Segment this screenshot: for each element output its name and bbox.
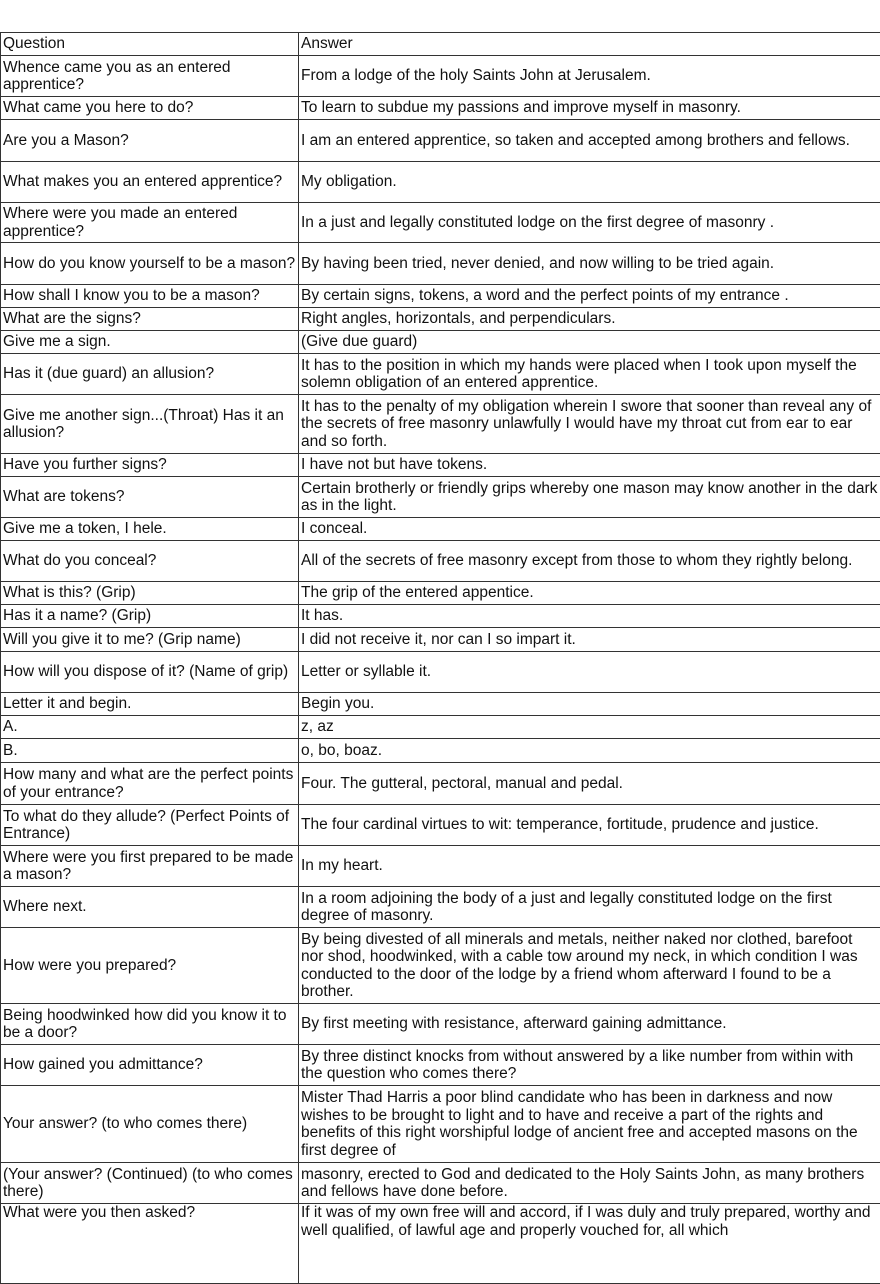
question-cell: What do you conceal? — [1, 541, 299, 582]
answer-cell: Begin you. — [299, 693, 880, 716]
answer-cell: Four. The gutteral, pectoral, manual and pedal. — [299, 763, 880, 805]
answer-cell: In a room adjoining the body of a just and legally constituted lodge on the first degree of masonry. — [299, 887, 880, 928]
question-cell: Where next. — [1, 887, 299, 928]
question-cell: How were you prepared? — [1, 928, 299, 1004]
table-row — [1, 354, 880, 395]
table-row — [1, 518, 880, 541]
table-row — [1, 1045, 880, 1086]
question-cell: How shall I know you to be a mason? — [1, 285, 299, 308]
question-cell: What are tokens? — [1, 477, 299, 518]
table-row — [1, 846, 880, 887]
table-row — [1, 477, 880, 518]
table-row — [1, 805, 880, 846]
question-cell: B. — [1, 739, 299, 763]
question-cell: Give me a sign. — [1, 331, 299, 354]
table-row — [1, 1204, 880, 1284]
answer-cell: It has to the penalty of my obligation wherein I swore that sooner than reveal any of the secrets of free masonry unlawfully I would have my throat cut from ear to ear and so forth. — [299, 395, 880, 454]
answer-cell: By having been tried, never denied, and now willing to be tried again. — [299, 243, 880, 285]
question-cell: How many and what are the perfect points of your entrance? — [1, 763, 299, 805]
question-cell: How will you dispose of it? (Name of grip) — [1, 652, 299, 693]
table-row — [1, 605, 880, 628]
question-cell: Being hoodwinked how did you know it to be a door? — [1, 1004, 299, 1045]
answer-cell: Right angles, horizontals, and perpendiculars. — [299, 308, 880, 331]
answer-cell: It has to the position in which my hands were placed when I took upon myself the solemn obligation of an entered apprentice. — [299, 354, 880, 395]
answer-cell: I am an entered apprentice, so taken and accepted among brothers and fellows. — [299, 120, 880, 162]
column-header-question: Question — [1, 33, 299, 56]
answer-cell: Certain brotherly or friendly grips whereby one mason may know another in the dark as in the light. — [299, 477, 880, 518]
question-cell: Will you give it to me? (Grip name) — [1, 628, 299, 652]
table-header-row — [1, 33, 880, 56]
answer-cell: o, bo, boaz. — [299, 739, 880, 763]
answer-cell: It has. — [299, 605, 880, 628]
answer-cell: My obligation. — [299, 162, 880, 203]
question-cell: Has it (due guard) an allusion? — [1, 354, 299, 395]
table-row — [1, 652, 880, 693]
question-cell: Your answer? (to who comes there) — [1, 1086, 299, 1163]
table-row — [1, 716, 880, 739]
question-cell: Are you a Mason? — [1, 120, 299, 162]
answer-cell: z, az — [299, 716, 880, 739]
answer-cell: masonry, erected to God and dedicated to the Holy Saints John, as many brothers and fellows have done before. — [299, 1163, 880, 1204]
answer-cell: To learn to subdue my passions and improve myself in masonry. — [299, 97, 880, 120]
qa-table — [0, 32, 880, 1284]
table-row — [1, 887, 880, 928]
table-row — [1, 1086, 880, 1163]
answer-cell: From a lodge of the holy Saints John at Jerusalem. — [299, 56, 880, 97]
answer-cell: In my heart. — [299, 846, 880, 887]
table-row — [1, 56, 880, 97]
answer-cell: I have not but have tokens. — [299, 454, 880, 477]
answer-cell: I conceal. — [299, 518, 880, 541]
table-row — [1, 203, 880, 243]
answer-cell: All of the secrets of free masonry except from those to whom they rightly belong. — [299, 541, 880, 582]
question-cell: What are the signs? — [1, 308, 299, 331]
table-row — [1, 628, 880, 652]
table-row — [1, 243, 880, 285]
question-cell: What were you then asked? — [1, 1204, 299, 1284]
question-cell: A. — [1, 716, 299, 739]
table-row — [1, 582, 880, 605]
table-row — [1, 541, 880, 582]
table-row — [1, 763, 880, 805]
question-cell: (Your answer? (Continued) (to who comes there) — [1, 1163, 299, 1204]
question-cell: Where were you first prepared to be made a mason? — [1, 846, 299, 887]
column-header-answer: Answer — [299, 33, 880, 56]
table-row — [1, 693, 880, 716]
table-row — [1, 120, 880, 162]
question-cell: How gained you admittance? — [1, 1045, 299, 1086]
question-cell: Whence came you as an entered apprentice? — [1, 56, 299, 97]
table-row — [1, 331, 880, 354]
table-row — [1, 97, 880, 120]
answer-cell: Mister Thad Harris a poor blind candidate who has been in darkness and now wishes to be brought to light and to have and receive a part of the rights and benefits of this right worshipful lodge of ancient free and accepted masons on the first degree of — [299, 1086, 880, 1163]
answer-cell: Letter or syllable it. — [299, 652, 880, 693]
answer-cell: By certain signs, tokens, a word and the perfect points of my entrance . — [299, 285, 880, 308]
answer-cell: The four cardinal virtues to wit: temperance, fortitude, prudence and justice. — [299, 805, 880, 846]
table-row — [1, 739, 880, 763]
answer-cell: I did not receive it, nor can I so impart it. — [299, 628, 880, 652]
question-cell: Give me another sign...(Throat) Has it an allusion? — [1, 395, 299, 454]
answer-cell: If it was of my own free will and accord, if I was duly and truly prepared, worthy and well qualified, of lawful age and properly vouched for, all which — [299, 1204, 880, 1284]
question-cell: Letter it and begin. — [1, 693, 299, 716]
question-cell: What is this? (Grip) — [1, 582, 299, 605]
answer-cell: The grip of the entered appentice. — [299, 582, 880, 605]
question-cell: Has it a name? (Grip) — [1, 605, 299, 628]
table-row — [1, 162, 880, 203]
answer-cell: By being divested of all minerals and metals, neither naked nor clothed, barefoot nor shod, hoodwinked, with a cable tow around my neck, in which condition I was conducted to the door of the lodge by a friend whom afterward I found to be a brother. — [299, 928, 880, 1004]
question-cell: To what do they allude? (Perfect Points of Entrance) — [1, 805, 299, 846]
table-row — [1, 308, 880, 331]
question-cell: What came you here to do? — [1, 97, 299, 120]
question-cell: What makes you an entered apprentice? — [1, 162, 299, 203]
table-row — [1, 1004, 880, 1045]
answer-cell: In a just and legally constituted lodge on the first degree of masonry . — [299, 203, 880, 243]
question-cell: Give me a token, I hele. — [1, 518, 299, 541]
answer-cell: By first meeting with resistance, afterward gaining admittance. — [299, 1004, 880, 1045]
table-row — [1, 1163, 880, 1204]
answer-cell: (Give due guard) — [299, 331, 880, 354]
question-cell: Where were you made an entered apprentice? — [1, 203, 299, 243]
question-cell: How do you know yourself to be a mason? — [1, 243, 299, 285]
table-row — [1, 454, 880, 477]
table-row — [1, 395, 880, 454]
table-row — [1, 285, 880, 308]
question-cell: Have you further signs? — [1, 454, 299, 477]
answer-cell: By three distinct knocks from without answered by a like number from within with the question who comes there? — [299, 1045, 880, 1086]
table-row — [1, 928, 880, 1004]
